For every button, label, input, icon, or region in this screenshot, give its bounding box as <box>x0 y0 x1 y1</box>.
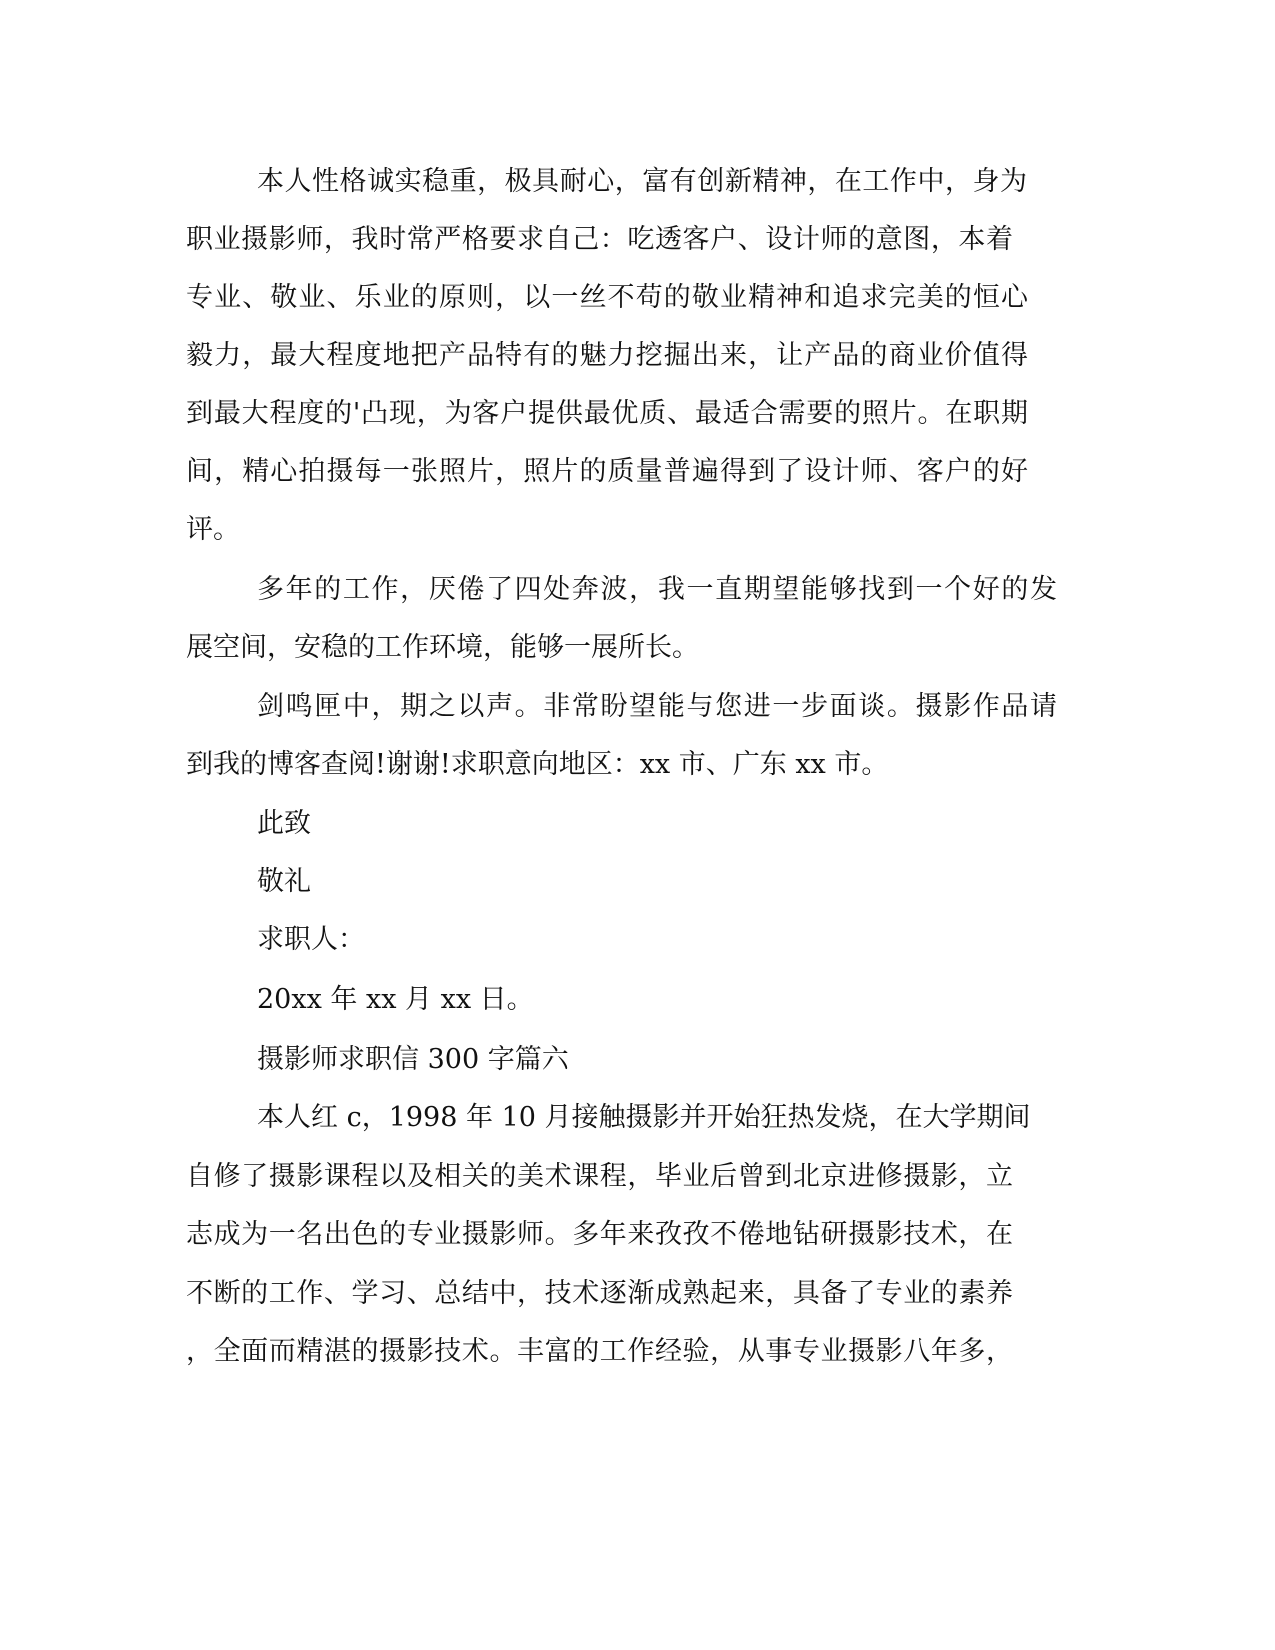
paragraph-2-line-1: 多年的工作，厌倦了四处奔波，我一直期望能够找到一个好的发 <box>257 574 1057 605</box>
letter-date: 20xx 年 xx 月 xx 日。 <box>257 984 534 1015</box>
paragraph-4-line-3: 志成为一名出色的专业摄影师。多年来孜孜不倦地钻研摄影技术，在 <box>186 1219 1013 1250</box>
section-title: 摄影师求职信 300 字篇六 <box>257 1044 569 1075</box>
paragraph-3-line-1: 剑鸣匣中，期之以声。非常盼望能与您进一步面谈。摄影作品请 <box>257 691 1057 722</box>
paragraph-4-line-4: 不断的工作、学习、总结中，技术逐渐成熟起来，具备了专业的素养 <box>186 1278 1013 1309</box>
paragraph-1-line-2: 职业摄影师，我时常严格要求自己：吃透客户、设计师的意图，本着 <box>186 224 1013 255</box>
closing-salutation: 此致 <box>257 808 311 839</box>
paragraph-4-line-1: 本人红 c，1998 年 10 月接触摄影并开始狂热发烧，在大学期间 <box>257 1102 1031 1133</box>
paragraph-2-line-2: 展空间，安稳的工作环境，能够一展所长。 <box>186 632 699 663</box>
paragraph-1-line-7: 评。 <box>186 514 240 545</box>
paragraph-1-line-4: 毅力，最大程度地把产品特有的魅力挖掘出来，让产品的商业价值得 <box>186 340 1028 371</box>
paragraph-1-line-1: 本人性格诚实稳重，极具耐心，富有创新精神，在工作中，身为 <box>257 166 1027 197</box>
applicant-label: 求职人： <box>257 924 365 955</box>
paragraph-1-line-6: 间，精心拍摄每一张照片，照片的质量普遍得到了设计师、客户的好 <box>186 456 1028 487</box>
paragraph-1-line-3: 专业、敬业、乐业的原则，以一丝不苟的敬业精神和追求完美的恒心 <box>186 282 1028 313</box>
paragraph-1-line-5: 到最大程度的'凸现，为客户提供最优质、最适合需要的照片。在职期 <box>186 398 1028 429</box>
paragraph-4-line-5: ，全面而精湛的摄影技术。丰富的工作经验，从事专业摄影八年多， <box>186 1336 1013 1367</box>
paragraph-4-line-2: 自修了摄影课程以及相关的美术课程，毕业后曾到北京进修摄影，立 <box>186 1161 1013 1192</box>
closing-regards: 敬礼 <box>257 866 311 897</box>
paragraph-3-line-2: 到我的博客查阅!谢谢!求职意向地区：xx 市、广东 xx 市。 <box>186 749 889 780</box>
